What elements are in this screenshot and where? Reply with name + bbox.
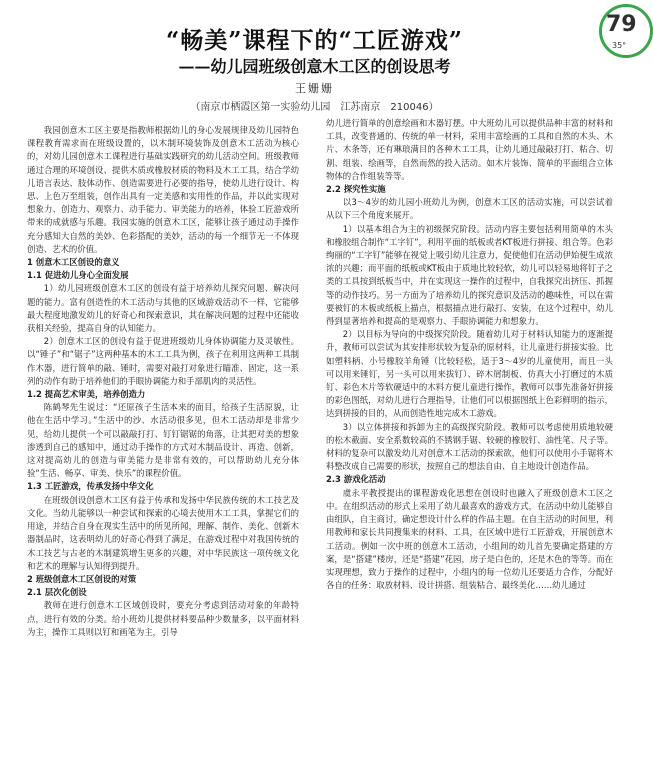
- section-heading: 1.3 工匠游戏，传承发扬中华文化: [27, 481, 154, 492]
- section-heading: 2 班级创意木工区创设的对策: [27, 573, 137, 584]
- section-heading: 1 创意木工区创设的意义: [27, 257, 120, 268]
- body-paragraph: 教师在进行创意木工区域创设时，要充分考虑到活动对象的年龄特点，进行有效的分类。给小班幼儿提供材料要品种少数量多，以平面材料为主，操作工具则以钉和画笔为主，引导: [27, 600, 299, 637]
- section-heading: 2.3 游戏化活动: [326, 474, 386, 485]
- body-paragraph: 以3～4岁的幼儿园小班幼儿为例，创意木工区的活动实施，可以尝试着从以下三个角度来展开。: [326, 197, 613, 221]
- left-column: [27, 124, 299, 769]
- article-author: 王姗姗: [295, 82, 334, 95]
- article-affiliation: （南京市栖霞区第一实验幼儿园 江苏南京 210046）: [190, 102, 439, 113]
- body-paragraph: 1）以基本组合为主的初级探究阶段。活动内容主要包括利用简单的木头和橡胶组合制作“工字钉”，利用平面的纸板或者KT板进行拼接、组合等。色彩绚丽的“工字钉”能够在视觉上吸引幼儿注意力，促使他们在活动伊始便生成浓浓的兴趣；而平面的纸板或KT板由于质地比较轻软，幼儿可以轻易地将钉子之类的工具按到纸板当中，并在实现这一操作的过程中，自我探究出挤压、抓握等的动作技巧。另一方面为了培养幼儿的探究意识及活动的趣味性，可以在需要被钉的木板或纸板上描点，根据描点进行敲打、安装，在这个过程中，幼儿得到显著培养和提高的是观察力、手眼协调能力和想象力。: [326, 223, 613, 327]
- body-paragraph: 1）幼儿园班级创意木工区的创设有益于培养幼儿探究问题、解决问题的能力。富有创造性的木工活动与其他的区域游戏活动不一样，它能够最大程度地激发幼儿的好奇心和探索意识，其在解决问题的过程中还能收获相关经验，提高自身的认知能力。: [27, 283, 299, 334]
- body-paragraph: 2）以目标为导向的中级探究阶段。随着幼儿对于材料认知能力的逐渐提升，教师可以尝试为其安排形状较为复杂的原材料，让儿童进行拼接实验。比如塑料柄、小号橡胶羊角锤（比较轻松，适于3～4岁的儿童使用，而且一头可以用来锤钉，另一头可以用来拔钉）、碎木屑制板、仿真大小打磨过的木质钉、彩色木片等软硬适中的木料方便儿童进行操作，教师可以事先准备好拼接的彩色图纸，对幼儿进行合理指导，让他们可以根据图纸上色彩鲜明的指示，达到拼接的目的，从而创造性地完成木工游戏。: [326, 329, 613, 419]
- article-subtitle: ——幼儿园班级创意木工区的创设思考: [178, 57, 451, 76]
- score-badge[interactable]: [599, 4, 653, 58]
- article-title: “畅美”课程下的“工匠游戏”: [166, 27, 463, 54]
- right-column: [326, 117, 613, 769]
- section-heading: 1.2 提高艺术审美，培养创造力: [27, 389, 146, 400]
- body-paragraph: 在班级创设创意木工区有益于传承和发扬中华民族传统的木工技艺及文化。当幼儿能够以一种尝试和探索的心境去使用木工工具，掌握它们的用途，并结合自身在现实生活中的所见所闻，理解、制作、美化、创新木器制品时，这表明幼儿的好奇心得到了满足，在游戏过程中对我国传统的木工技艺与古老的木制建筑增生更多的兴趣，对中华民族这一项传统文化和艺术的理解与认知得到提升。: [27, 494, 299, 571]
- body-paragraph: 3）以立体拼接和拆卸为主的高级探究阶段。教师可以考虑使用质地较硬的松木截面、安全系数较高的不锈钢手锯、较硬的橡胶钉、油性笔、尺子等。材料的复杂可以激发幼儿对创意木工活动的探索欲，他们可以使用小手锯将木料整改成自己需要的形状，按照自己的想法自由、自主地设计创造作品。: [326, 421, 613, 472]
- section-heading: 2.2 探究性实施: [326, 184, 386, 195]
- body-paragraph: 2）创意木工区的创设有益于促进班级幼儿身体协调能力及灵敏性。以“锤子”和“锯子”这两种基本的木工工具为例，孩子在利用这两种工具制作木器，进行简单的敲、锤时，需要对敲打对象进行瞄准、固定，这一系列的动作有助于培养他们的手眼协调能力和手部肌肉的灵活性。: [27, 336, 299, 386]
- body-paragraph: 我园创意木工区主要是指教师根据幼儿的身心发展规律及幼儿园特色课程教育需求而在班级设置的，以木制环境装饰及创意木工活动为核心的，对幼儿园创意木工课程进行基础实践研究的幼儿活动空间。班级教师通过合理的环境创设、提供木质或橡胶材质的物料及木工工具，结合学幼儿语言表达、肢体动作、创造需要进行必要的指导，使幼儿进行设计、构思、上色万至组装，创作出具有一定美感和实用性的作品，并以此实现对想象力、创造力、观察力、动手能力、审美能力的培养，体验工匠游戏所带来的成就感与乐趣。我园实施的创意木工区，能够让孩子通过动手操作充分感知大自然的美妙、色彩搭配的美妙，活动的每一个细节无一不体现创造、艺术的价值。: [27, 125, 299, 254]
- score-badge-label: 35°: [612, 41, 627, 50]
- body-paragraph: 陈鹤琴先生说过：“还原孩子生活本来的面目，给孩子生活原貌，让他在生活中学习。”生活中的沙、水活动很多见，但木工活动却是非常少见，给幼儿提供一个可以敲敲打打、钉钉锯锯的角落，让其把对美的想象渗透到自己的感知中，通过动手操作的方式对木制品设计、再造、创新，这对提高幼儿的创造与审美能力是非常有效的，可以帮助幼儿充分体验“生活、畅享、审美、快乐”的课程价值。: [27, 402, 299, 479]
- body-paragraph: 幼儿进行简单的创意绘画和木器钉摆。中大班幼儿可以提供品种丰富的材料和工具，改变普通的、传统的单一材料，采用丰富绘画的工具和自然的木头、木片、木条等，还有琳琅满目的各种木工工具，让幼儿通过敲敲打打、粘合、切割、组装、绘画等，自然而然的投入活动。如木片装饰、简单的平面组合立体物体的合作组装等等。: [326, 118, 613, 181]
- score-badge-value: 79: [606, 12, 637, 37]
- body-paragraph: 虞永平教授提出的课程游戏化思想在创设时也融入了班级创意木工区之中。在组织活动的形式上采用了幼儿最喜欢的游戏方式，在活动中幼儿能够自由组队，自主商讨，确定想设计什么样的作品主题。在自主活动的时间里，利用教师和家长共同搜集来的材料、工具，在区域中进行工匠游戏，开展创意木工活动。例如一次中班的创意木工活动，小组间的幼儿首先要确定搭建的方案，是“搭建”楼房，还是“搭建”花园，房子是白色的，还是木色的等等。而在实现理想，致力于操作的过程中，小组内的每一位幼儿还要适力合作，分配好各自的任务：取放材料、设计拼搭、组装粘合、最终美化……幼儿通过: [326, 487, 613, 591]
- section-heading: 2.1 层次化创设: [27, 587, 87, 598]
- section-heading: 1.1 促进幼儿身心全面发展: [27, 270, 129, 281]
